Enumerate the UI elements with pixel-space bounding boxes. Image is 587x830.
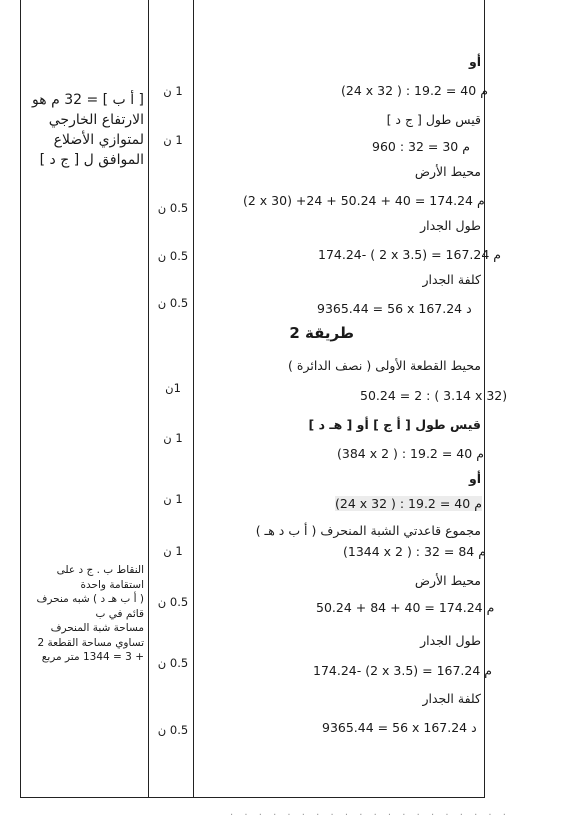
mark-point: 1 ن: [163, 84, 183, 98]
solution-line: 9365.44 = 56 x 167.24 د: [322, 720, 477, 735]
note-line: تساوي مساحة القطعة 2: [37, 636, 144, 649]
mark-point: 1 ن: [163, 544, 183, 558]
solution-line: 50.24 = 2 : ( 3.14 x 32): [360, 388, 508, 403]
mark-point: 1ن: [165, 381, 181, 395]
solution-line: (24 x 32 ) : 19.2 = 40 م: [335, 496, 482, 511]
solution-line: كلفة الجدار: [422, 272, 481, 287]
note-line: استقامة واحدة: [80, 578, 144, 591]
solution-line: (1344 x 2 ) : 32 = 84 م: [343, 544, 486, 559]
table-border-bottom: [20, 797, 485, 798]
table-divider-marks: [193, 0, 194, 797]
method-2-heading: طريقة 2: [289, 324, 354, 342]
solution-line: محيط الأرض: [414, 573, 481, 588]
solution-line: 174.24- ( 2 x 3.5) = 167.24 م: [318, 247, 502, 262]
mark-point: 1 ن: [163, 133, 183, 147]
solution-line: محيط الأرض: [414, 164, 481, 179]
note-line: [ أ ب ] = 32 م هو: [32, 92, 144, 108]
solution-line: مجموع قاعدتي الشبة المنحرف ( أ ب د هـ ): [255, 523, 481, 538]
note-line: لمتوازي الأضلاع: [53, 132, 144, 148]
mark-point: 0.5 ن: [157, 656, 189, 670]
note-block-1: [32, 90, 144, 170]
solution-line: قيس طول [ ج د ]: [386, 112, 481, 127]
mark-point: 1 ن: [163, 431, 183, 445]
note-line: ( أ ب هـ د ) شبه منحرف: [36, 593, 144, 605]
solution-line: طول الجدار: [420, 218, 481, 233]
solution-line: 174.24- (2 x 3.5) = 167.24 م: [313, 663, 493, 678]
note-line: الموافق ل [ ج د ]: [39, 152, 144, 168]
mark-point: 1 ن: [163, 492, 183, 506]
solution-line: أو: [468, 54, 481, 69]
note-line: مساحة شبة المنحرف: [50, 622, 144, 634]
note-line: قائم في ب: [95, 607, 144, 620]
solution-line: قيس طول [ أ ج ] أو [ هـ د ]: [308, 417, 481, 432]
note-line: + 3 = 1344 متر مربع: [41, 651, 144, 663]
solution-line: أو: [468, 471, 481, 486]
note-line: النقاط ب . ج د على: [56, 564, 144, 576]
solution-line: (384 x 2 ) : 19.2 = 40 م: [337, 446, 484, 461]
solution-line: 960 : 32 = 30 م: [372, 139, 470, 154]
solution-line: كلفة الجدار: [422, 691, 481, 706]
solution-line: (2 x 30) +24 + 50.24 + 40 = 174.24 م: [243, 193, 485, 208]
note-line: الارتفاع الخارجي: [48, 112, 144, 128]
solution-line: 50.24 + 84 + 40 = 174.24 م: [316, 600, 495, 615]
mark-point: 0.5 ن: [157, 296, 189, 310]
note-block-2: [37, 563, 145, 665]
solution-line: (24 x 32 ) : 19.2 = 40 م: [341, 83, 488, 98]
mark-point: 0.5 ن: [157, 249, 189, 263]
table-border-left: [20, 0, 21, 797]
solution-line: محيط القطعة الأولى ( نصف الدائرة ): [288, 358, 481, 373]
page-footer-dots: · · · · · · · · · · · · · · · · · · · ·: [230, 810, 510, 821]
solution-line: 9365.44 = 56 x 167.24 د: [317, 301, 472, 316]
solution-line: طول الجدار: [420, 633, 481, 648]
mark-point: 0.5 ن: [157, 723, 189, 737]
mark-point: 0.5 ن: [157, 201, 189, 215]
mark-point: 0.5 ن: [157, 595, 189, 609]
table-divider-notes: [148, 0, 149, 797]
